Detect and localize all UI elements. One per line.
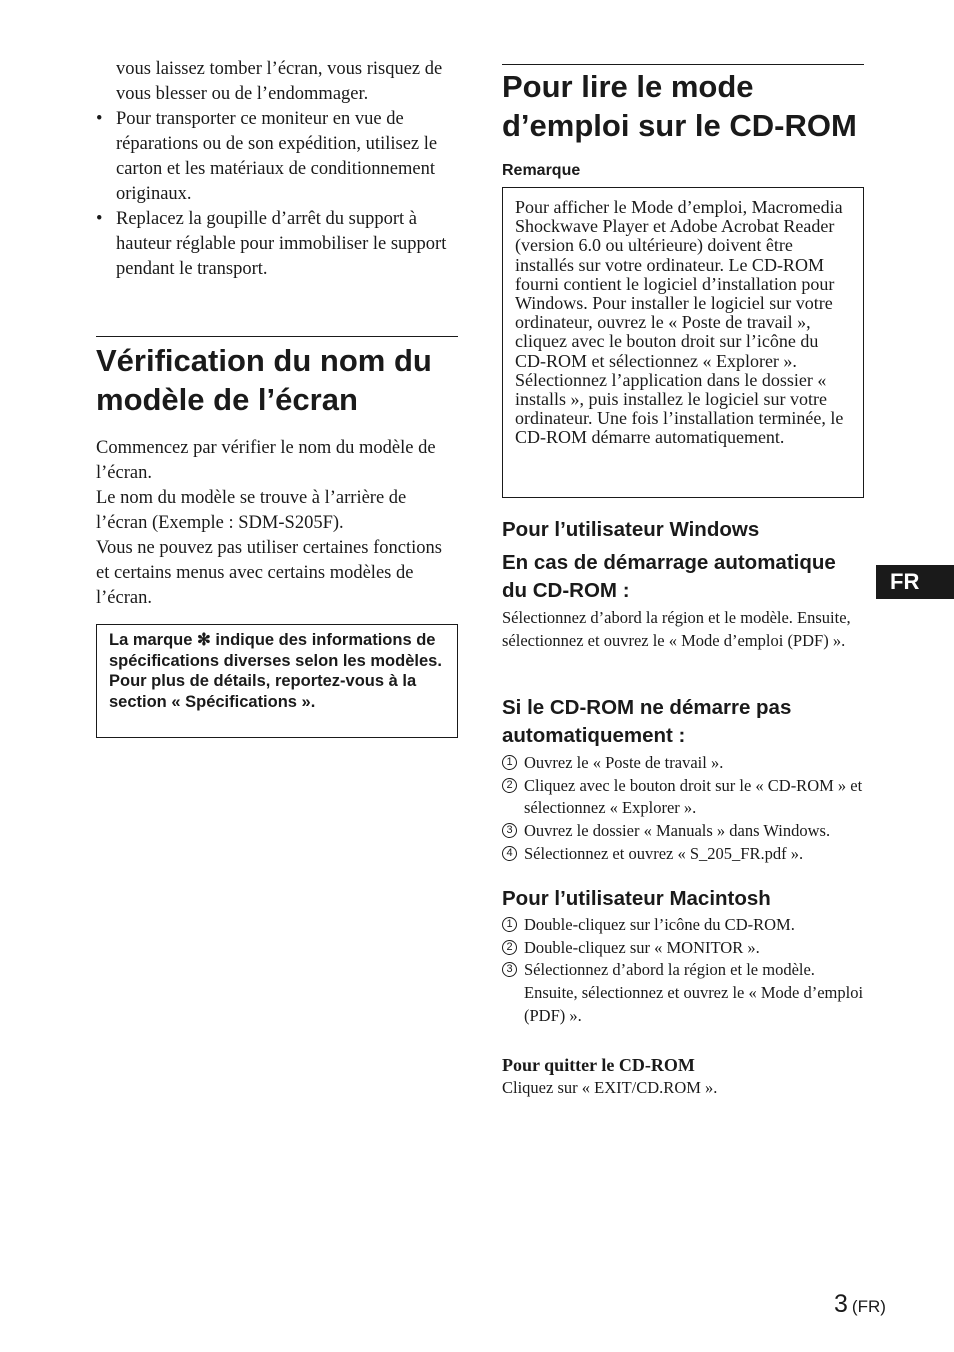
bullet-list [96,107,458,282]
circled-number-icon: 1 [502,917,517,932]
list-item [96,107,458,207]
list-item [502,843,864,866]
circled-number-icon: 3 [502,823,517,838]
note-box [96,624,458,738]
circled-number-icon: 2 [502,778,517,793]
list-item [502,775,864,820]
note-text: La marque ✻ indique des informations de spécifications diverses selon les modèles. Pour plus de détails, reportez-vous à la section « Spécifications ». [109,631,442,711]
bullet-icon: • [96,209,103,229]
step-text: Sélectionnez d’abord la région et le modèle. Ensuite, sélectionnez et ouvrez le « Mode d’emploi (PDF) ». [524,960,864,1025]
paragraph-3: Vous ne pouvez pas utiliser certaines fonctions et certains menus avec certains modèles de l’écran. [96,538,442,608]
circled-number-icon: 4 [502,846,517,861]
list-item [502,914,864,937]
bullet-text: Replacez la goupille d’arrêt du support à hauteur réglable pour immobiliser le support pendant le transport. [116,209,447,279]
list-item [96,207,458,282]
circled-number-icon: 3 [502,962,517,977]
auto-start-text: Sélectionnez d’abord la région et le modèle. Ensuite, sélectionnez et ouvrez le « Mode d’emploi (PDF) ». [502,608,851,650]
quit-text: Cliquez sur « EXIT/CD.ROM ». [502,1078,718,1097]
paragraph-2: Le nom du modèle se trouve à l’arrière de l’écran (Exemple : SDM-S205F). [96,488,407,533]
page-number [834,1290,886,1319]
page-number-suffix: (FR) [851,1297,886,1316]
section-divider [502,64,864,65]
section-title-verification: Vérification du nom du modèle de l’écran [96,343,432,417]
remark-text: Pour afficher le Mode d’emploi, Macromedia Shockwave Player et Adobe Acrobat Reader (version 6.0 ou ultérieure) doivent être installés sur votre ordinateur. Le CD-ROM fourni contient le logiciel d’installation pour Windows. Pour installer le logiciel sur votre ordinateur, ouvrez le « Poste de travail », cliquez avec le bouton droit sur l’icône du CD-ROM et sélectionnez « Explorer ». Sélectionnez l’application dans le dossier « installs », puis installez le logiciel sur votre ordinateur. Une fois l’installation terminée, le CD-ROM démarre automatiquement. [515,197,844,448]
list-item [502,959,864,1027]
step-text: Cliquez avec le bouton droit sur le « CD-ROM » et sélectionnez « Explorer ». [524,775,863,818]
remark-box [502,187,864,498]
macintosh-heading: Pour l’utilisateur Macintosh [502,887,771,910]
list-item [502,937,864,960]
bullet-text: Pour transporter ce moniteur en vue de réparations ou de son expédition, utilisez le carton et les matériaux de conditionnement originaux. [116,109,438,204]
no-auto-start-heading: Si le CD-ROM ne démarre pas automatiquement : [502,696,792,747]
intro-continuation: vous laissez tomber l’écran, vous risquez de vous blesser ou de l’endommager. [116,59,443,104]
section-title-cdrom: Pour lire le mode d’emploi sur le CD-ROM [502,69,857,143]
section-divider [96,336,458,337]
no-auto-start-steps [502,752,864,866]
circled-number-icon: 2 [502,940,517,955]
language-tab: FR [876,565,954,599]
page-number-value: 3 [834,1290,848,1318]
step-text: Double-cliquez sur l’icône du CD-ROM. [524,915,795,934]
macintosh-steps [502,914,864,1028]
bullet-icon: • [96,109,103,129]
step-text: Double-cliquez sur « MONITOR ». [524,937,760,957]
step-text: Ouvrez le dossier « Manuals » dans Windows. [524,821,831,841]
paragraph-1: Commencez par vérifier le nom du modèle de l’écran. [96,438,436,483]
windows-heading: Pour l’utilisateur Windows [502,518,760,541]
list-item [502,820,864,843]
auto-start-heading: En cas de démarrage automatique du CD-ROM : [502,551,836,602]
remark-label: Remarque [502,162,581,179]
list-item [502,752,864,775]
step-text: Sélectionnez et ouvrez « S_205_FR.pdf ». [524,843,804,863]
quit-heading: Pour quitter le CD-ROM [502,1055,695,1075]
circled-number-icon: 1 [502,755,517,770]
step-text: Ouvrez le « Poste de travail ». [524,753,724,772]
